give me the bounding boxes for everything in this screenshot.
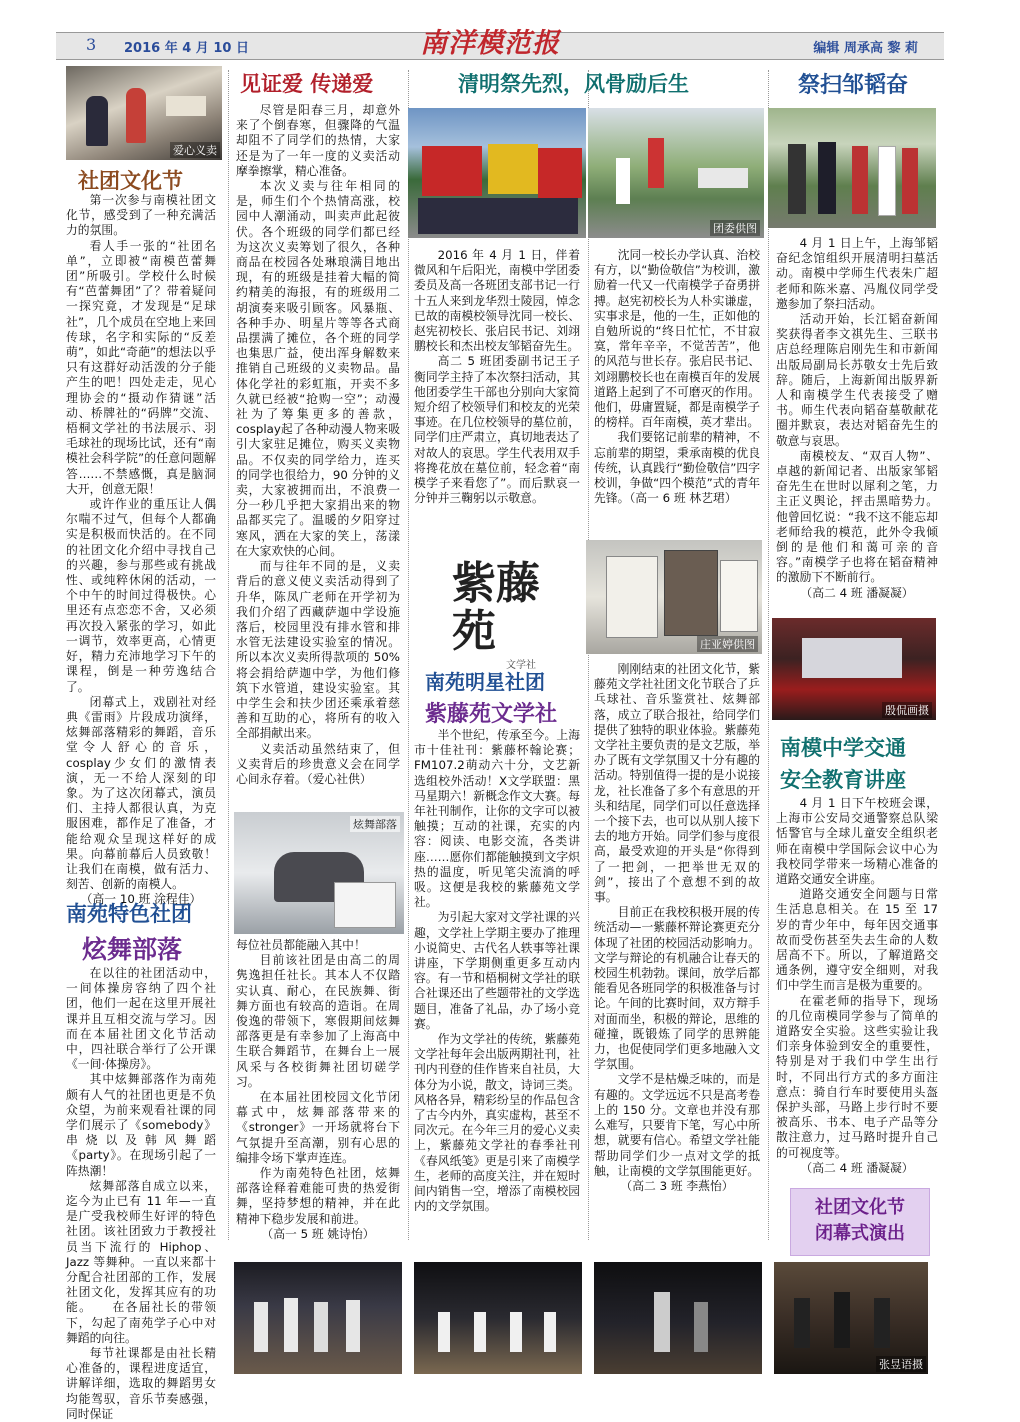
masthead: 南洋模范报 [420,28,560,59]
editors: 编辑 周承高 黎 莉 [813,41,918,56]
article-body-dance: 在以往的社团活动中，一间体操房容纳了四个社团，他们一起在这里开展社课并且互相交流与学习。因而在本届社团文化节活动中，四社联合举行了公开课《一间·体操房》。 其中炫舞部落作为南苑颇有人气的社团也更是不负众望，为前来观看社课的同学们展示了《somebody》串烧以及韩风舞蹈《party》。在现场引起了一阵热潮！ 炫舞部落自成立以来，迄今为止已有 11 年—一直是广受我校师生好评的特色社团。该社团致力于教授社员当下流行的 Hiphop、Jazz 等舞种。一直以来都十分配合社团部的工作，发展社团文化，发挥其应有的功能。 在各届社长的带领下，勾起了南苑学子心中对舞蹈的向往。 每节社课都是由社长精心准备的，课程进度适宜，讲解详细，选取的舞蹈男女均能驾驭，音乐节奏感强，同时保证 [66,966,216,1421]
article-body-club-festival: 第一次参与南模社团文化节，感受到了一种充满活力的氛围。 看人手一张的“社团名单”，立即被“南模芭蕾舞团”所吸引。学校什么时候有“芭蕾舞团”了？带着疑问一探究竟，才发现是“足球社”，几个成员在空地上来回传球，名字和实际的“反差萌”，如此“奇葩”的想法以乎只有这群好动活泼的分子能产生的吧！四处走走，见心理协会的“摄动作猜谜”活动、桥牌社的“码牌”交流、梧桐文学社的书法展示、羽毛球社的现场比试，还有“南模社会科学院”的任意问题解答……不禁感慨，真是脑洞大开，创意无限！ 或许作业的重压让人偶尔喘不过气，但每个人都确实是积极而快活的。在不同的社团文化介绍中寻找自己的兴趣，参与那些或有挑战性、或纯粹休闲的活动，一个中午的时间过得极快。心里还有点恋恋不舍，又必须再次投入紧张的学习，如此一调节，效率更高，心情更好，精力充沛地学习下午的课程，倒是一种劳逸结合了。 闭幕式上，戏剧社对经典《雷雨》片段成功演绎，炫舞部落精彩的舞蹈，音乐堂令人舒心的音乐，cosplay少女们的激情表演，无一不给人深刻的印象。为了这次闭幕式，演员们、主持人都很认真，为克服困难，都作足了准备，才能给观众呈现这样好的成果。向幕前幕后人员致敬！让我们在南模，做有活力、刻苦、创新的南模人。 （高一 10 班 涂程佳） [66,193,216,907]
author-signature: （高二 3 班 李燕怡） [620,1178,734,1193]
author-signature: （高一 10 班 涂程佳） [80,892,202,907]
article-body-literature-continued: 刚刚结束的社团文化节，紫藤苑文学社社团文化节联合了乒乓球社、音乐鉴赏社、炫舞部落，成立了联合报社，给同学们提供了独特的职业体验。紫藤苑文学社主要负责的是文艺版，举办了既有文学氛围又十分有趣的活动。特别值得一提的是小说接龙，社长准备了多个有意思的开头和结尾，同学们可以任意选择一个接下去，也可以从别人接下去的地方开始。同学们参与度很高，最受欢迎的开头是“你得到了一把剑，一把举世无双的剑”，接出了个意想不到的故事。 目前正在我校积极开展的传统活动—一紫藤杯辩论赛更充分体现了社团的校园活动影响力。文学与辩论的有机融合让春天的校园生机勃勃。课间，放学后都能看见各班同学的积极准备与讨论。午间的比赛时间，双方辩手对面而坐，积极的辩论，思维的碰撞，既锻炼了同学的思辨能力，也促使同学们更多地融入文学氛围。 文学不是枯燥乏味的，而是有趣的。文学远远不只是高考卷上的 150 分。文章也并没有那么难写，只要肯下笔，写心中所想，就要有信心。希望文学社能帮助同学们少一点对文学的抵触，让南模的文学氛围能更好。 （高二 3 班 李燕怡） [594,662,760,1193]
column-divider [228,70,229,1240]
traffic-lecture-photo [772,618,936,720]
column-divider [768,70,769,1240]
article-body-dance-continued: 每位社员都能融入其中！ 目前该社团是由高二的周隽逸担任社长。其本人不仅踏实认真、耐心，在民族舞、街舞方面也有较高的造诣。在周俊逸的带领下，寒假期间炫舞部落更是有幸参加了上海高中生联合舞蹈节，在舞台上一展风采与各校街舞社团切磋学习。 在本届社团校园文化节闭幕式中，炫舞部落带来的《stronger》一开场就将台下气氛提升至高潮，别有心思的编排令场下掌声连连。 作为南苑特色社团，炫舞部落诠释着难能可贵的热爱街舞，坚持梦想的精神，并在此精神下稳步发展和前进。 （高一 5 班 姚诗怡） [236,938,400,1241]
article-body-traffic: 4 月 1 日下午校班会课，上海市公安局交通警察总队梁恬警官与全球儿童安全组织老师在南模中学国际会议中心为我校同学带来一场精心准备的道路交通安全讲座。 道路交通安全问题与日常生活息息相关。在 15 至 17 岁的青少年中，每年因交通事故而受伤甚至失去生命的人数居高不下。所以，了解道路交通条例，遵守安全细则，对我们中学生而言是极为重要的。 在霍老师的指导下，现场的几位南模同学参与了简单的道路安全实验。这些实验让我们亲身体验到安全的重要性，特别是对于我们中学生出行时，不同出行方式的多方面注意点：骑自行车时要使用头盔保护头部，马路上步行时不要被高乐、书本、电子产品等分散注意力，过马路时提升自己的可视度等。 （高二 4 班 潘凝凝） [776,796,938,1175]
performance-photo-1 [234,1262,402,1374]
article-body-zou-taofen: 4 月 1 日上午，上海邹韬奋纪念馆组织开展清明扫墓活动。南模中学师生代表朱广超老师和陈米嘉、冯胤仪同学受邀参加了祭扫活动。 活动开始，长江韬奋新闻奖获得者李文祺先生、三联书店总经理陈启刚先生和市新闻出版局副局长苏敬女士先后致辞。随后，上海新闻出版界新人和南模学生代表接受了赠书。师生代表向韬奋墓敬献花圈并默哀，表达对韬奋先生的敬意与哀思。 南模校友、“双百人物”、卓越的新闻记者、出版家邹韬奋先生在世时以犀利之笔，力主正义舆论，抨击黑暗势力。他曾回忆说：“我不这不能忘却老师给我的模范，此外令我倾倒的是他们和蔼可亲的音容。”南模学子也将在韬奋精神的激励下不断前行。 （高二 4 班 潘凝凝） [776,236,938,600]
performance-photo-4 [774,1262,928,1374]
article-title-qingming: 清明祭先烈，风骨励后生 [458,72,689,96]
article-title-zou-taofen: 祭扫邹韬奋 [798,73,909,98]
qingming-group-photo [408,108,586,238]
photo-caption: 炫舞部落 [350,816,400,832]
author-signature: （高一 5 班 姚诗怡） [261,1226,375,1241]
performance-photo-2 [414,1262,582,1374]
article-title-charity: 见证爱 传递爱 [240,72,374,96]
logo-subtitle: 文学社 [506,660,536,671]
charity-sale-photo [66,66,222,160]
photo-caption: 爱心义卖 [170,142,220,158]
article-title-traffic-line1: 南模中学交通 [780,736,906,760]
column-divider [408,70,409,1240]
article-subtitle-dance: 南苑特色社团 [66,902,192,926]
article-title-literature: 紫藤苑文学社 [425,702,558,727]
author-signature: （高二 4 班 潘凝凝） [800,585,914,600]
page-number: 3 [86,35,97,54]
article-body-charity: 尽管是阳春三月，却意外来了个倒春寒，但骤降的气温却阻不了同学们的热情，大家还是为了一年一度的义卖活动摩拳擦掌，精心准备。 本次义卖与往年相同的是，师生们个个热情高涨，校园中人潮涌动，叫卖声此起彼伏。各个班级的同学们都已经为这次义卖筹划了很久，各种商品在校园各处琳琅满目地出现，有的班级是挂着大幅的简约精美的海报，有的班级用二胡演奏来吸引顾客。风暴瓶、各种手办、明星片等等各式商品摆满了摊位，各个班的同学也集思广益，使出浑身解数来推销自己班级的义卖物品。晶体化学社的彩虹瓶，开卖不多久就已经被“抢购一空”；动漫社为了筹集更多的善款，cosplay起了各种动漫人物来吸引大家驻足摊位，购买义卖物品。不仅卖的同学给力，连买的同学也很给力，90 分钟的义卖，大家被拥而出，不浪费一分一秒几乎把大家捐出来的物品都买完了。温暖的夕阳穿过寒风，洒在大家的笑上，荡漾在大家欢快的心间。 而与往年不同的是，义卖背后的意义使义卖活动得到了升华，陈凤广老师在开学初为我们介绍了西藏萨迦中学设施落后，校园里没有排水管和排水管无法建设实验室的情况。所以本次义卖所得款项的 50%将会捐给萨迦中学，为他们修筑下水管道，建设实验室。其中学生会和扶少团还乘承着慈善和互助的心，将所有的收入全部捐献出来。 义卖活动虽然结束了，但义卖背后的珍贵意义会在同学心间永存着。（爱心社供） [236,103,400,786]
article-body-qingming-continued: 沈同一校长办学认真、治校有方，以“勤俭敬信”为校训，激励着一代又一代南模学子奋勇拼搏。赵宪初校长为人朴实谦虚，实事求是，他的一生，正如他的自勉所说的“终日忙忙，不甘寂寞，常年辛辛，不觉苦苦”，他的风范与世长存。张启民书记、刘翊鹏校长也在南模百年的发展道路上起到了不可磨灭的作用。他们，毋庸置疑，都是南模学子的榜样。百年南模，英才辈出。 我们要铭记前辈的精神，不忘前辈的期望，秉承南模的优良传统，认真践行“勤俭敬信”四字校训，争做“四个模范”式的青年先锋。（高一 6 班 林艺珺） [594,248,760,506]
article-title-dance: 炫舞部落 [82,935,183,964]
closing-ceremony-badge: 社团文化节 闭幕式演出 [790,1188,930,1256]
photo-caption: 殷侃画摄 [882,702,932,718]
issue-date: 2016 年 4 月 10 日 [124,41,249,56]
article-body-literature: 半个世纪，传承至今。上海市十佳社刊：紫藤杯翰论赛；FM107.2萌动六十分，文艺新选组校外活动！X文学联盟：黑马星期六！新概念作文大赛。每年社刊制作，让你的文字可以被触摸；互动的社课，充实的内容：阅读、电影交流，各类讲座……愿你们都能触摸到文字炽热的温度，听见笔尖流淌的呼吸。这便是我校的紫藤苑文学社。 为引起大家对文学社课的兴趣，文学社上学期主要办了推理小说简史、古代名人轶事等社课讲座，下学期侧重更多互动内容。有一节和梧桐树文学社的联合社课还出了些题带社的文学选题目，准备了礼品，办了场小竞赛。 作为文学社的传统，紫藤苑文学社每年会出版两期社刊，社刊内刊登的佳作皆来自社员，大体分为小说，散文，诗词三类。风格各异，精彩纷呈的作品包含了古今内外，真实虚构，甚至不同次元。在今年三月的爱心义卖上，紫藤苑文学社的春季社刊《春风纸笺》更是引来了南模学生，老师的高度关注，并在短时间内销售一空，增添了南模校园内的文学氛围。 [414,728,580,1214]
column-divider [588,70,589,1240]
article-title-club-festival: 社团文化节 [78,169,183,193]
tomb-sweeping-photo [768,108,936,228]
photo-caption: 张昱语摄 [876,1356,926,1372]
photo-caption: 团委供图 [710,220,760,236]
ziteng-logo [452,558,552,671]
article-body-qingming: 2016 年 4 月 1 日，伴着微风和午后阳光，南模中学团委委员及高一各班团支部书记一行十五人来到龙华烈士陵园，悼念已故的南模校领导沈同一校长、赵宪初校长、张启民书记、刘翊鹏校长和杰出校友邹韬奋先生。 高二 5 班团委副书记王子衡同学主持了本次祭扫活动，其他团委学生干部也分别向大家简短介绍了校领导们和校友的光荣事迹。在几位校领导的墓位前，同学们庄严肃立，真切地表达了对故人的哀思。学生代表用双手将搀花放在墓位前，轻念着“南模学子来看您了”。而后默哀一分钟并三鞠躬以示敬意。 [414,248,580,506]
article-subtitle-literature: 南苑明星社团 [425,670,545,694]
literature-magazine-photo [586,540,762,654]
author-signature: （高二 4 班 潘凝凝） [800,1160,914,1175]
memorial-photo [588,108,764,238]
dance-club-photo [234,812,404,934]
article-title-traffic-line2: 安全教育讲座 [780,768,906,792]
photo-caption: 庄亚婷供图 [697,636,758,652]
logo-text: 紫藤苑 [452,558,540,657]
performance-photo-3 [594,1262,762,1374]
